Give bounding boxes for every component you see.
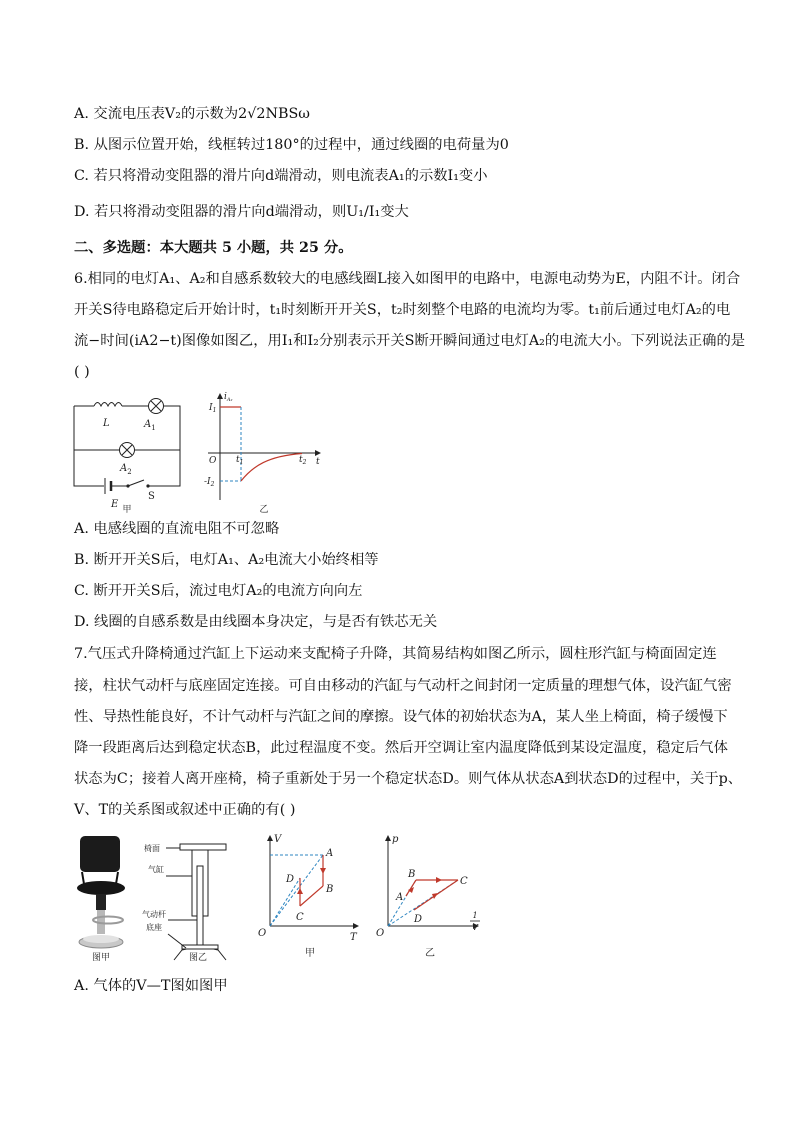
- q7-stem-line-5: 状态为C；接着人离开座椅，椅子重新处于另一个稳定状态D。则气体从状态A到状态D的过程中，关于p、: [74, 771, 743, 787]
- stool-photo-caption: 图甲: [91, 953, 111, 963]
- pv-point-b: B: [408, 869, 416, 880]
- q6-stem-line-4: ( ): [74, 364, 90, 380]
- pv-point-d: D: [414, 914, 423, 925]
- label-a1: $A_1$: [144, 419, 156, 432]
- graph-axis-i: $i_{A_2}$: [224, 392, 233, 403]
- q7-stem-line-6: V、T的关系图或叙述中正确的有( ): [74, 802, 296, 818]
- q7-pv-graph: [374, 830, 490, 962]
- vt-axis-t: T: [350, 932, 357, 943]
- q7-vt-graph: [256, 830, 368, 962]
- vt-point-d: D: [286, 874, 295, 885]
- vt-origin: O: [258, 928, 267, 939]
- pv-axis-den: V: [472, 923, 478, 932]
- q7-stem-line-3: 性、导热性能良好，不计气动杆与汽缸之间的摩擦。设气体的初始状态为A，某人坐上椅面，椅子缓慢下: [74, 709, 728, 725]
- label-rod: 气动杆: [142, 910, 166, 919]
- graph-tick-neg-i2: $-I_2$: [204, 477, 215, 488]
- q7-stool-photo: [72, 832, 134, 964]
- pv-caption: 乙: [425, 948, 435, 959]
- q6-option-c: C. 断开开关S后，流过电灯A₂的电流方向向左: [74, 583, 363, 599]
- graph-tick-i1: $I_1$: [209, 403, 217, 414]
- q7-option-a: A. 气体的V—T图如图甲: [74, 978, 228, 994]
- section-heading: 二、多选题：本大题共 5 小题，共 25 分。: [74, 240, 353, 256]
- q6-current-graph: [198, 388, 328, 516]
- q6-option-a: A. 电感线圈的直流电阻不可忽略: [74, 521, 280, 537]
- label-a2: $A_2$: [120, 463, 132, 476]
- q7-stem-line-1: 7.气压式升降椅通过汽缸上下运动来支配椅子升降，其简易结构如图乙所示，圆柱形汽缸与椅面固定连: [74, 646, 717, 662]
- vt-point-b: B: [326, 884, 334, 895]
- label-cylinder: 气缸: [148, 865, 164, 874]
- circuit-caption: 甲: [122, 505, 132, 515]
- pv-axis-num: 1: [472, 911, 478, 920]
- q6-option-b: B. 断开开关S后，电灯A₁、A₂电流大小始终相等: [74, 552, 379, 568]
- graph-tick-t2: $t_2$: [299, 455, 307, 466]
- graph-origin: O: [209, 456, 217, 466]
- q5-option-c: C. 若只将滑动变阻器的滑片向d端滑动，则电流表A₁的示数I₁变小: [74, 168, 488, 184]
- q6-option-d: D. 线圈的自感系数是由线圈本身决定，与是否有铁芯无关: [74, 614, 438, 630]
- pv-axis-p: p: [392, 834, 399, 845]
- q7-structure-diagram: [138, 836, 230, 964]
- label-l: L: [103, 418, 110, 429]
- vt-caption: 甲: [305, 948, 315, 959]
- structure-caption: 图乙: [188, 953, 208, 963]
- q7-stem-line-2: 接，柱状气动杆与底座固定连接。可自由移动的汽缸与气动杆之间封闭一定质量的理想气体，设汽缸气密: [74, 678, 732, 694]
- vt-axis-v: V: [274, 834, 282, 845]
- pv-point-a: A: [396, 892, 404, 903]
- q7-stem-line-4: 降一段距离后达到稳定状态B，此过程温度不变。然后开空调让室内温度降低到某设定温度，稳定后气体: [74, 740, 728, 756]
- q6-stem-line-2: 开关S待电路稳定后开始计时，t₁时刻断开开关S，t₂时刻整个电路的电流均为零。t₁前后通过电灯A₂的电: [74, 302, 731, 318]
- label-seat: 椅面: [144, 844, 160, 853]
- vt-point-c: C: [296, 912, 304, 923]
- q6-circuit-figure: [68, 394, 186, 516]
- graph-tick-t1: $t_1$: [236, 455, 244, 466]
- pv-origin: O: [376, 928, 385, 939]
- q5-option-d: D. 若只将滑动变阻器的滑片向d端滑动，则U₁/I₁变大: [74, 204, 409, 220]
- q6-stem-line-3: 流−时间(iA2−t)图像如图乙，用I₁和I₂分别表示开关S断开瞬间通过电灯A₂的电流大小。下列说法正确的是: [74, 333, 746, 349]
- label-e: E: [111, 499, 119, 510]
- graph-caption: 乙: [259, 505, 269, 515]
- label-base: 底座: [146, 923, 162, 932]
- q5-option-b: B. 从图示位置开始，线框转过180°的过程中，通过线圈的电荷量为0: [74, 137, 509, 153]
- graph-axis-t: t: [316, 457, 320, 467]
- label-s: S: [148, 491, 155, 502]
- pv-point-c: C: [460, 876, 468, 887]
- q5-option-a: A. 交流电压表V₂的示数为2√2NBSω: [74, 106, 310, 122]
- vt-point-a: A: [326, 848, 334, 859]
- q6-stem-line-1: 6.相同的电灯A₁、A₂和自感系数较大的电感线圈L接入如图甲的电路中，电源电动势为E，内阻不计。闭合: [74, 271, 741, 287]
